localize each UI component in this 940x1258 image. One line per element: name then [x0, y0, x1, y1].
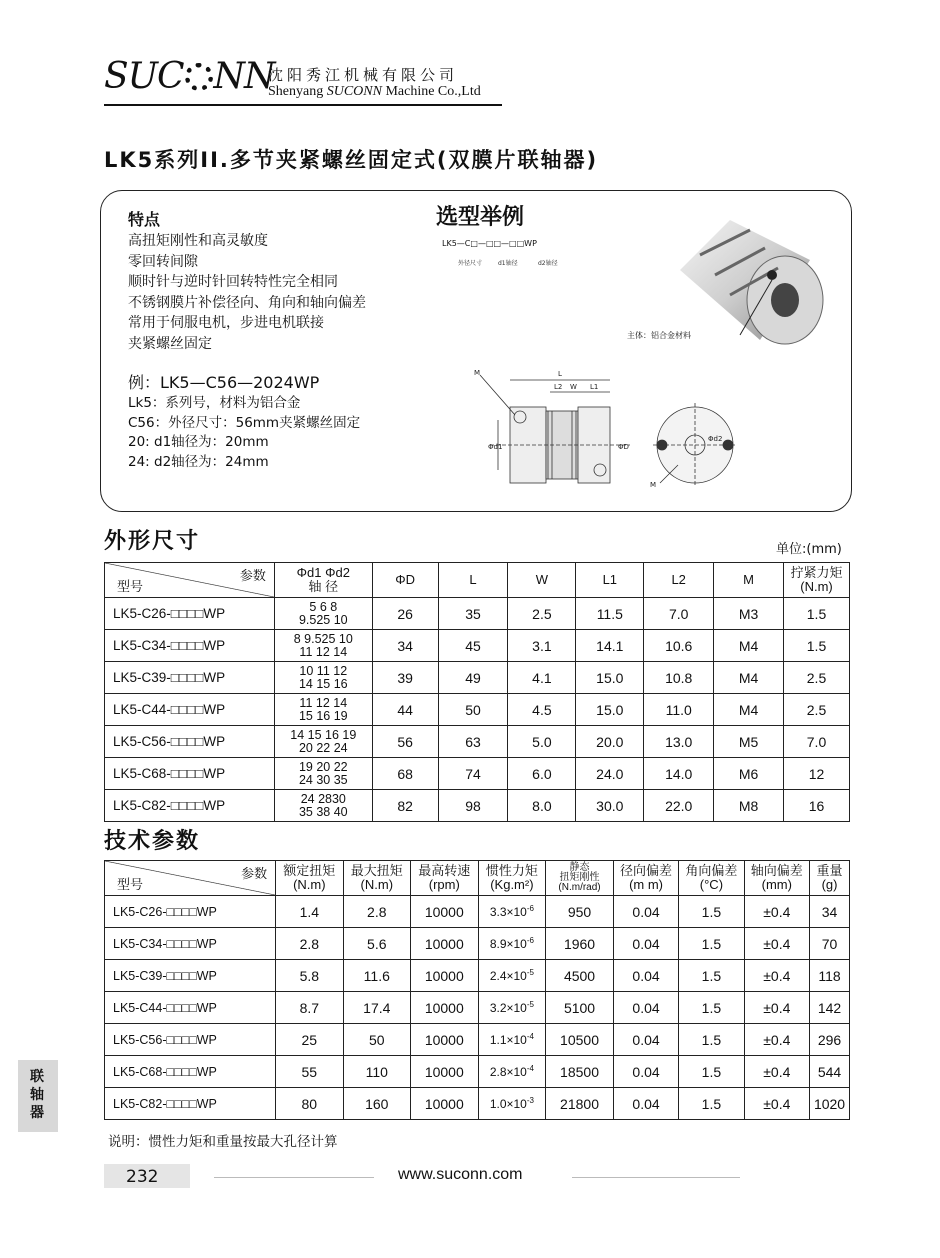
- column-header: 最大扭矩 (N.m): [343, 861, 410, 896]
- value-cell: 14.1: [576, 630, 644, 662]
- dim-label-l1: L1: [590, 383, 599, 391]
- value-cell: 1.5: [679, 1088, 744, 1120]
- value-cell: ±0.4: [744, 928, 809, 960]
- website-link[interactable]: www.suconn.com: [398, 1166, 523, 1183]
- inertia-base: 8.9×10: [489, 937, 527, 951]
- value-cell: 1.5: [679, 896, 744, 928]
- value-cell: 39: [372, 662, 438, 694]
- value-cell: 2.8: [343, 896, 410, 928]
- table-row: [105, 896, 850, 928]
- inertia-cell: [478, 1088, 546, 1120]
- footer-rule: [572, 1177, 740, 1178]
- model-label: 型号: [117, 877, 144, 892]
- value-cell: 49: [438, 662, 508, 694]
- value-cell: 4.5: [508, 694, 576, 726]
- value-cell: ±0.4: [744, 1088, 809, 1120]
- model-cell: LK5-C39-□□□□WP: [105, 960, 276, 992]
- footer-rule: [214, 1177, 374, 1178]
- column-header: 最高转速 (rpm): [411, 861, 479, 896]
- inertia-base: 3.3×10: [489, 905, 527, 919]
- value-cell: 7.0: [784, 726, 850, 758]
- model-cell: LK5-C26-□□□□WP: [105, 598, 275, 630]
- value-cell: 11.6: [343, 960, 410, 992]
- table-row: [105, 960, 850, 992]
- model-cell: LK5-C68-□□□□WP: [105, 1056, 276, 1088]
- model-label: 型号: [117, 579, 144, 594]
- value-cell: M6: [714, 758, 784, 790]
- value-cell: 0.04: [613, 1024, 678, 1056]
- value-cell: ±0.4: [744, 992, 809, 1024]
- value-cell: M8: [714, 790, 784, 822]
- value-cell: 26: [372, 598, 438, 630]
- value-cell: 12: [784, 758, 850, 790]
- value-cell: 82: [372, 790, 438, 822]
- company-name-en: Shenyang SUCONN Machine Co.,Ltd: [268, 84, 481, 99]
- code-label: d1轴径: [498, 260, 518, 267]
- inertia-cell: [478, 1056, 546, 1088]
- value-cell: 0.04: [613, 960, 678, 992]
- feature-item: 常用于伺服电机，步进电机联接: [128, 315, 324, 331]
- value-cell: 1020: [810, 1088, 850, 1120]
- column-header: 额定扭矩 (N.m): [276, 861, 343, 896]
- value-cell: 10000: [411, 928, 479, 960]
- value-cell: 74: [438, 758, 508, 790]
- value-cell: 544: [810, 1056, 850, 1088]
- value-cell: ±0.4: [744, 960, 809, 992]
- example-line: 20: d1轴径为：20mm: [128, 434, 269, 450]
- value-cell: 21800: [546, 1088, 614, 1120]
- feature-item: 顺时针与逆时针回转特性完全相同: [128, 274, 338, 290]
- value-cell: 44: [372, 694, 438, 726]
- table-row: [105, 992, 850, 1024]
- code-label: d2轴径: [538, 260, 558, 267]
- column-header: L: [438, 563, 508, 598]
- inertia-exponent: -6: [526, 904, 534, 913]
- unit-label: 单位:(mm): [776, 542, 842, 557]
- example-line: C56：外径尺寸：56mm夹紧螺丝固定: [128, 414, 361, 431]
- value-cell: 1.5: [679, 992, 744, 1024]
- inertia-cell: [478, 896, 546, 928]
- example-list: [128, 394, 360, 472]
- value-cell: 0.04: [613, 896, 678, 928]
- page-title: LK5系列II.多节夹紧螺丝固定式(双膜片联轴器): [104, 148, 599, 172]
- value-cell: 10000: [411, 896, 479, 928]
- value-cell: 0.04: [613, 1088, 678, 1120]
- value-cell: 98: [438, 790, 508, 822]
- material-label: 主体：铝合金材料: [627, 331, 691, 340]
- value-cell: M5: [714, 726, 784, 758]
- column-header: 径向偏差 (m m): [613, 861, 678, 896]
- column-header: Φd1 Φd2 轴 径: [274, 563, 372, 598]
- value-cell: 10000: [411, 1056, 479, 1088]
- value-cell: 1960: [546, 928, 614, 960]
- technical-drawing: [470, 365, 750, 490]
- value-cell: 30.0: [576, 790, 644, 822]
- inertia-base: 2.4×10: [489, 969, 527, 983]
- param-label: 参数: [239, 568, 266, 583]
- bore-cell: 14 15 16 19 20 22 24: [274, 726, 372, 758]
- column-header: 重量 (g): [810, 861, 850, 896]
- dim-label-m2: M: [650, 481, 657, 489]
- selection-code: LK5—C□—□□—□□WP: [442, 239, 537, 248]
- model-cell: LK5-C26-□□□□WP: [105, 896, 276, 928]
- value-cell: 70: [810, 928, 850, 960]
- model-cell: LK5-C34-□□□□WP: [105, 928, 276, 960]
- example-line: Lk5：系列号，材料为铝合金: [128, 395, 301, 411]
- tech-title: 技术参数: [104, 829, 201, 854]
- value-cell: 63: [438, 726, 508, 758]
- value-cell: 2.5: [784, 694, 850, 726]
- value-cell: M4: [714, 630, 784, 662]
- table-header-row: [105, 563, 850, 598]
- value-cell: 20.0: [576, 726, 644, 758]
- table-row: [105, 1024, 850, 1056]
- value-cell: 34: [810, 896, 850, 928]
- column-header: L1: [576, 563, 644, 598]
- bore-cell: 19 20 22 24 30 35: [274, 758, 372, 790]
- inertia-base: 1.0×10: [489, 1097, 527, 1111]
- model-cell: LK5-C82-□□□□WP: [105, 790, 275, 822]
- column-header: ΦD: [372, 563, 438, 598]
- value-cell: 17.4: [343, 992, 410, 1024]
- column-header: 拧紧力矩 (N.m): [784, 563, 850, 598]
- value-cell: 15.0: [576, 662, 644, 694]
- value-cell: M4: [714, 694, 784, 726]
- value-cell: 34: [372, 630, 438, 662]
- bore-cell: 5 6 8 9.525 10: [274, 598, 372, 630]
- value-cell: 118: [810, 960, 850, 992]
- dim-label-d1: Φd1: [488, 443, 503, 451]
- dimensions-title: 外形尺寸: [104, 529, 201, 554]
- column-header: 静态 扭矩刚性 (N.m/rad): [546, 861, 614, 896]
- dim-label-l: L: [558, 370, 562, 378]
- company-logo: SUC NN: [104, 56, 275, 97]
- header-diagonal-cell: [105, 861, 276, 896]
- dimensions-table: [104, 562, 850, 822]
- model-cell: LK5-C44-□□□□WP: [105, 694, 275, 726]
- column-header: M: [714, 563, 784, 598]
- table-row: [105, 630, 850, 662]
- value-cell: 10000: [411, 1088, 479, 1120]
- table-row: [105, 928, 850, 960]
- column-header: 轴向偏差 (mm): [744, 861, 809, 896]
- value-cell: 22.0: [644, 790, 714, 822]
- value-cell: 5.8: [276, 960, 343, 992]
- value-cell: 14.0: [644, 758, 714, 790]
- value-cell: 5100: [546, 992, 614, 1024]
- value-cell: 4.1: [508, 662, 576, 694]
- page-number: 232: [126, 1167, 159, 1187]
- model-cell: LK5-C39-□□□□WP: [105, 662, 275, 694]
- inertia-base: 3.2×10: [489, 1001, 527, 1015]
- selection-title: 选型举例: [436, 205, 525, 230]
- value-cell: 50: [343, 1024, 410, 1056]
- inertia-cell: [478, 960, 546, 992]
- feature-item: 零回转间隙: [128, 253, 198, 270]
- value-cell: 0.04: [613, 928, 678, 960]
- company-name-cn: 沈阳秀江机械有限公司: [268, 66, 459, 84]
- value-cell: 10500: [546, 1024, 614, 1056]
- feature-item: 夹紧螺丝固定: [128, 335, 212, 352]
- table-row: [105, 1056, 850, 1088]
- bore-cell: 24 2830 35 38 40: [274, 790, 372, 822]
- value-cell: 68: [372, 758, 438, 790]
- value-cell: 2.5: [508, 598, 576, 630]
- value-cell: 296: [810, 1024, 850, 1056]
- value-cell: 25: [276, 1024, 343, 1056]
- value-cell: 45: [438, 630, 508, 662]
- inertia-base: 2.8×10: [489, 1065, 527, 1079]
- value-cell: 7.0: [644, 598, 714, 630]
- value-cell: 8.7: [276, 992, 343, 1024]
- value-cell: 1.5: [679, 1024, 744, 1056]
- value-cell: 11.0: [644, 694, 714, 726]
- value-cell: 10000: [411, 992, 479, 1024]
- inertia-base: 1.1×10: [489, 1033, 527, 1047]
- value-cell: 2.8: [276, 928, 343, 960]
- inertia-exponent: -4: [526, 1064, 534, 1073]
- table-row: [105, 758, 850, 790]
- inertia-cell: [478, 992, 546, 1024]
- inertia-exponent: -6: [526, 936, 534, 945]
- model-cell: LK5-C44-□□□□WP: [105, 992, 276, 1024]
- code-label: 外径尺寸: [458, 260, 483, 267]
- value-cell: 10.8: [644, 662, 714, 694]
- value-cell: 10000: [411, 960, 479, 992]
- bore-cell: 11 12 14 15 16 19: [274, 694, 372, 726]
- coupling-photo: [660, 200, 830, 350]
- value-cell: 55: [276, 1056, 343, 1088]
- side-tab-label: 联轴器: [30, 1069, 44, 1121]
- model-cell: LK5-C56-□□□□WP: [105, 726, 275, 758]
- value-cell: 1.5: [679, 928, 744, 960]
- inertia-cell: [478, 928, 546, 960]
- value-cell: ±0.4: [744, 1056, 809, 1088]
- feature-item: 高扭矩刚性和高灵敏度: [128, 233, 268, 249]
- value-cell: 1.5: [679, 1056, 744, 1088]
- inertia-exponent: -5: [526, 968, 534, 977]
- value-cell: 8.0: [508, 790, 576, 822]
- value-cell: 160: [343, 1088, 410, 1120]
- value-cell: 2.5: [784, 662, 850, 694]
- value-cell: 80: [276, 1088, 343, 1120]
- header-diagonal-cell: [105, 563, 275, 598]
- value-cell: 15.0: [576, 694, 644, 726]
- features-list: [128, 231, 366, 354]
- value-cell: 142: [810, 992, 850, 1024]
- model-cell: LK5-C82-□□□□WP: [105, 1088, 276, 1120]
- value-cell: 5.0: [508, 726, 576, 758]
- footnote: 说明：惯性力矩和重量按最大孔径计算: [108, 1134, 338, 1150]
- value-cell: 5.6: [343, 928, 410, 960]
- example-line: 24: d2轴径为：24mm: [128, 453, 269, 470]
- model-cell: LK5-C34-□□□□WP: [105, 630, 275, 662]
- value-cell: ±0.4: [744, 1024, 809, 1056]
- bore-cell: 8 9.525 10 11 12 14: [274, 630, 372, 662]
- dim-label-w: W: [570, 383, 577, 391]
- selection-code-labels: [458, 258, 578, 267]
- table-row: [105, 662, 850, 694]
- value-cell: M4: [714, 662, 784, 694]
- value-cell: 0.04: [613, 992, 678, 1024]
- value-cell: 11.5: [576, 598, 644, 630]
- value-cell: 10000: [411, 1024, 479, 1056]
- header-rule: [104, 104, 502, 106]
- value-cell: 10.6: [644, 630, 714, 662]
- feature-item: 不锈钢膜片补偿径向、角向和轴向偏差: [128, 294, 366, 311]
- value-cell: 6.0: [508, 758, 576, 790]
- value-cell: 16: [784, 790, 850, 822]
- value-cell: 13.0: [644, 726, 714, 758]
- tech-table: [104, 860, 850, 1120]
- model-cell: LK5-C56-□□□□WP: [105, 1024, 276, 1056]
- value-cell: 1.5: [784, 630, 850, 662]
- inertia-cell: [478, 1024, 546, 1056]
- table-row: [105, 694, 850, 726]
- value-cell: ±0.4: [744, 896, 809, 928]
- param-label: 参数: [241, 866, 268, 881]
- features-title: 特点: [128, 210, 161, 229]
- dim-label-d: ΦD: [618, 443, 629, 451]
- inertia-exponent: -5: [526, 1000, 534, 1009]
- table-row: [105, 598, 850, 630]
- value-cell: 0.04: [613, 1056, 678, 1088]
- value-cell: 110: [343, 1056, 410, 1088]
- value-cell: 3.1: [508, 630, 576, 662]
- bore-cell: 10 11 12 14 15 16: [274, 662, 372, 694]
- value-cell: 24.0: [576, 758, 644, 790]
- value-cell: 1.4: [276, 896, 343, 928]
- value-cell: 35: [438, 598, 508, 630]
- table-row: [105, 1088, 850, 1120]
- value-cell: 1.5: [679, 960, 744, 992]
- value-cell: 4500: [546, 960, 614, 992]
- inertia-exponent: -3: [526, 1096, 534, 1105]
- table-row: [105, 726, 850, 758]
- value-cell: 56: [372, 726, 438, 758]
- example-title: 例：LK5—C56—2024WP: [128, 373, 320, 392]
- dim-label-m: M: [474, 369, 481, 377]
- inertia-exponent: -4: [526, 1032, 534, 1041]
- model-cell: LK5-C68-□□□□WP: [105, 758, 275, 790]
- value-cell: M3: [714, 598, 784, 630]
- table-header-row: [105, 861, 850, 896]
- column-header: 惯性力矩 (Kg.m²): [478, 861, 546, 896]
- column-header: W: [508, 563, 576, 598]
- column-header: 角向偏差 (°C): [679, 861, 744, 896]
- value-cell: 18500: [546, 1056, 614, 1088]
- value-cell: 1.5: [784, 598, 850, 630]
- gear-icon: [185, 63, 213, 91]
- dim-label-l2: L2: [554, 383, 563, 391]
- dim-label-d2: Φd2: [708, 435, 723, 443]
- value-cell: 50: [438, 694, 508, 726]
- table-row: [105, 790, 850, 822]
- value-cell: 950: [546, 896, 614, 928]
- column-header: L2: [644, 563, 714, 598]
